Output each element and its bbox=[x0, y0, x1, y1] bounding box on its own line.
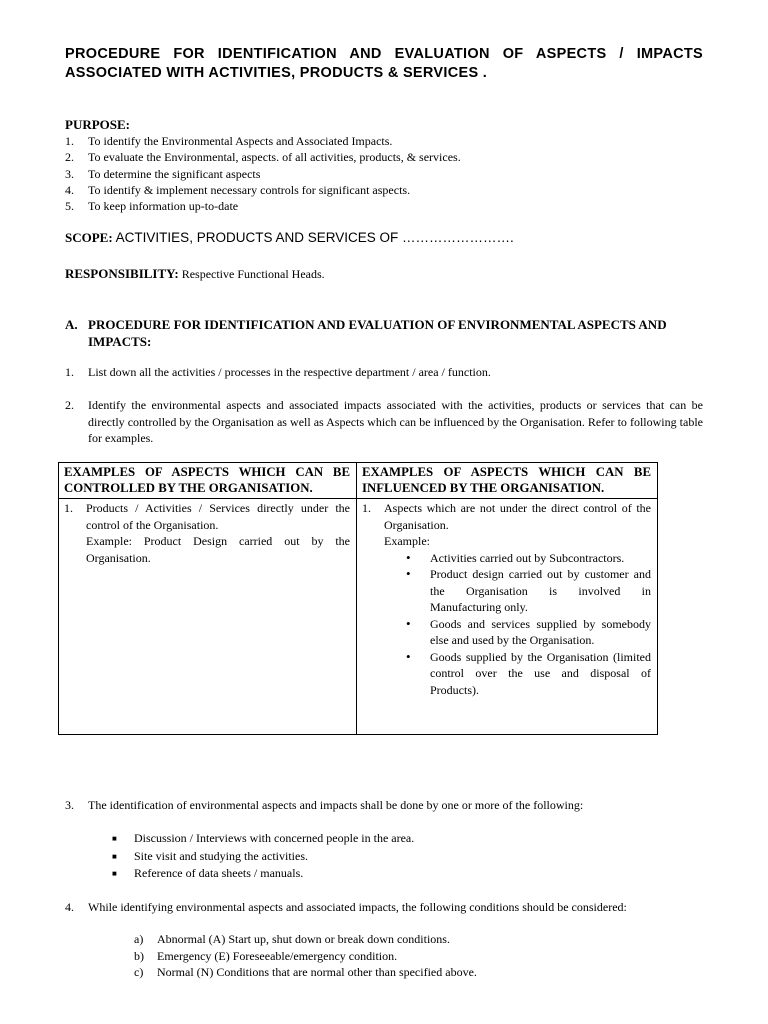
list-item bbox=[65, 865, 705, 883]
list-item: • Goods supplied by the Organisation (limited control over the use and disposal of Products). bbox=[430, 649, 651, 699]
step-text: List down all the activities / processes in the respective department / area / function. bbox=[88, 365, 491, 379]
scope-line bbox=[65, 230, 514, 247]
list-item: • Product design carried out by customer and the Organisation is involved in Manufacturing only. bbox=[430, 566, 651, 616]
scope-label: SCOPE: bbox=[65, 230, 113, 245]
step-text: The identification of environmental aspects and impacts shall be done by one or more of the following: bbox=[88, 798, 584, 812]
list-item-text: To keep information up-to-date bbox=[88, 199, 239, 214]
list-item bbox=[65, 133, 705, 149]
list-item-text: Reference of data sheets / manuals. bbox=[134, 866, 304, 880]
table-cell-influenced bbox=[357, 499, 658, 735]
document-title-line-1: PROCEDURE FOR IDENTIFICATION AND EVALUATION OF ASPECTS / IMPACTS bbox=[65, 46, 703, 62]
section-a-title: PROCEDURE FOR IDENTIFICATION AND EVALUATION OF ENVIRONMENTAL ASPECTS AND IMPACTS: bbox=[88, 317, 667, 349]
list-item: • Goods and services supplied by somebody else and used by the Organisation. bbox=[430, 616, 651, 649]
scope-value: ACTIVITIES, PRODUCTS AND SERVICES OF ……………………. bbox=[112, 230, 514, 245]
step-text: Identify the environmental aspects and associated impacts associated with the activities, products or services that can be directly controlled by the Organisation as well as Aspects which can be influenced by the Organisation. Refer to following table for examples. bbox=[88, 398, 703, 445]
list-item bbox=[65, 198, 705, 214]
list-item-number: 5. bbox=[65, 199, 74, 214]
table-item-text: Aspects which are not under the direct control of the Organisation. bbox=[384, 501, 651, 532]
list-item-text: To evaluate the Environmental, aspects. of all activities, products, & services. bbox=[88, 150, 461, 165]
conditions-list bbox=[134, 931, 694, 981]
table-cell-controlled bbox=[59, 499, 357, 735]
table-item-example-label: Example: bbox=[384, 534, 430, 548]
list-item bbox=[134, 931, 694, 948]
table-header-controlled: EXAMPLES OF ASPECTS WHICH CAN BE CONTROLLED BY THE ORGANISATION. bbox=[59, 463, 357, 499]
table-cell-item bbox=[362, 500, 651, 550]
list-item-text: Discussion / Interviews with concerned people in the area. bbox=[134, 831, 415, 845]
list-item bbox=[65, 830, 705, 848]
step-number: 2. bbox=[65, 398, 74, 412]
conditions-section bbox=[134, 931, 694, 981]
table-item-number: 1. bbox=[362, 501, 371, 515]
table-header-influenced: EXAMPLES OF ASPECTS WHICH CAN BE INFLUENCED BY THE ORGANISATION. bbox=[357, 463, 658, 499]
responsibility-label: RESPONSIBILITY: bbox=[65, 266, 179, 281]
list-item bbox=[65, 182, 705, 198]
table-cell-item bbox=[64, 500, 350, 566]
table-item-body bbox=[384, 500, 651, 550]
list-item-text: Normal (N) Conditions that are normal other than specified above. bbox=[157, 965, 477, 979]
purpose-list bbox=[65, 133, 705, 214]
list-item-text: Abnormal (A) Start up, shut down or break down conditions. bbox=[157, 932, 450, 946]
list-item-text: To identify & implement necessary controls for significant aspects. bbox=[88, 182, 411, 197]
list-item-marker: c) bbox=[134, 965, 144, 979]
table-item-example: Example: Product Design carried out by the Organisation. bbox=[86, 534, 350, 565]
step-number: 1. bbox=[65, 365, 74, 379]
square-bullet-icon: ■ bbox=[112, 851, 117, 861]
list-item-number: 3. bbox=[65, 166, 74, 181]
list-item bbox=[65, 149, 705, 165]
list-item-marker: b) bbox=[134, 948, 144, 963]
responsibility-line bbox=[65, 266, 325, 282]
square-bullet-icon: ■ bbox=[112, 869, 117, 878]
list-item-text: Site visit and studying the activities. bbox=[134, 848, 308, 863]
influenced-examples-list bbox=[385, 550, 651, 699]
step-1 bbox=[65, 364, 703, 381]
square-bullet-icon: ■ bbox=[112, 834, 117, 843]
list-item-marker: a) bbox=[134, 932, 144, 946]
list-item-number: 1. bbox=[65, 134, 74, 148]
step-3 bbox=[65, 797, 703, 814]
section-a-heading bbox=[65, 316, 705, 350]
list-item-text: To identify the Environmental Aspects and Associated Impacts. bbox=[88, 134, 393, 148]
methods-list bbox=[65, 830, 705, 883]
list-item bbox=[134, 948, 694, 965]
table-header-row bbox=[59, 463, 658, 499]
table-row bbox=[59, 499, 658, 735]
responsibility-value: Respective Functional Heads. bbox=[178, 267, 325, 281]
list-item bbox=[65, 166, 705, 182]
step-number: 3. bbox=[65, 798, 74, 812]
step-4 bbox=[65, 899, 703, 916]
section-a-number: A. bbox=[65, 317, 78, 332]
step-text: While identifying environmental aspects and associated impacts, the following conditions should be considered: bbox=[88, 900, 627, 914]
table-item-body bbox=[86, 500, 350, 566]
step-number: 4. bbox=[65, 900, 74, 914]
document-title-line-2: ASSOCIATED WITH ACTIVITIES, PRODUCTS & SERVICES . bbox=[65, 65, 488, 81]
document-title bbox=[65, 45, 703, 83]
purpose-section bbox=[65, 116, 705, 214]
step-2 bbox=[65, 397, 703, 447]
list-item: • Activities carried out by Subcontractors. bbox=[430, 550, 651, 567]
methods-section bbox=[65, 830, 705, 883]
list-item-text: Emergency (E) Foreseeable/emergency condition. bbox=[157, 948, 398, 963]
list-item-number: 4. bbox=[65, 182, 74, 197]
list-item bbox=[65, 848, 705, 866]
table-item-number: 1. bbox=[64, 501, 73, 515]
purpose-label: PURPOSE: bbox=[65, 117, 130, 132]
list-item-text: To determine the significant aspects bbox=[88, 166, 261, 181]
examples-table bbox=[58, 462, 658, 735]
table-item-text: Products / Activities / Services directly under the control of the Organisation. bbox=[86, 501, 350, 532]
list-item-number: 2. bbox=[65, 150, 74, 165]
list-item bbox=[134, 964, 694, 981]
